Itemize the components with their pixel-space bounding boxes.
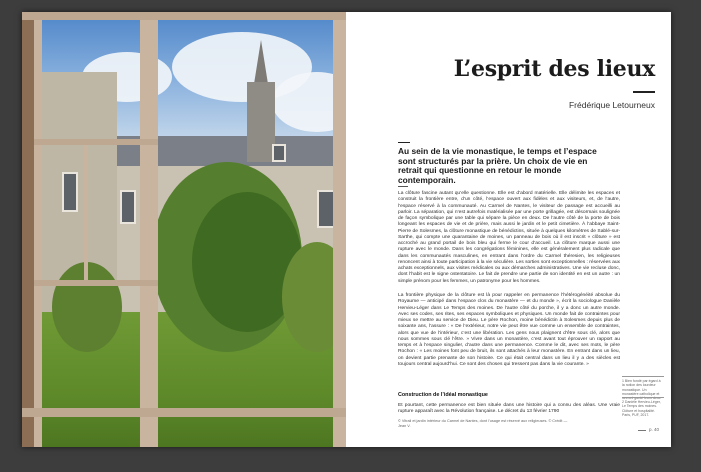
body-rule bbox=[398, 186, 408, 187]
photo-bell-tower-spire bbox=[254, 40, 268, 84]
photo-caption: © Vitrail et jardin intérieur du Carmel de Nantes, dont l’usage est réservé aux religieuses. © Crédit — Jean V. bbox=[398, 419, 568, 428]
window-frame-edge bbox=[22, 12, 34, 447]
photo-building-window bbox=[62, 172, 78, 212]
article-lead: Au sein de la vie monastique, le temps et l’espace sont structurés par la prière. Un choix de vie en retrait qui questionne en retour le monde contemporain. bbox=[398, 146, 597, 185]
window-glazing-bar bbox=[84, 145, 88, 280]
lead-rule bbox=[398, 142, 410, 143]
window-mullion bbox=[333, 12, 346, 447]
sidenote: 2 Danièle Hervieu-Léger, Le Temps des moines. Clôture et hospitalité. Paris, PUF, 2017. bbox=[622, 397, 664, 417]
photo-building-window bbox=[272, 144, 286, 162]
body-paragraph: Et pourtant, cette permanence est bien située dans une histoire qui a connu des aléas. Une vraie rupture apparaît avec la Révolution française. Le décret du 13 février 1790 bbox=[398, 403, 620, 415]
window-transom bbox=[34, 280, 158, 286]
window-mullion bbox=[140, 12, 158, 447]
window-transom bbox=[22, 12, 346, 20]
window-mullion bbox=[34, 12, 42, 447]
sidenote: 1 Bien fondé par égard à la notion des lourdeur monastique. Un monastère catholique et ses ont gardé leurs deux. bbox=[622, 376, 664, 400]
photo-bell-tower bbox=[247, 82, 275, 162]
article-title: L’esprit des lieux bbox=[453, 56, 655, 82]
monastery-window-photo bbox=[22, 12, 346, 447]
photo-building-window bbox=[120, 190, 136, 224]
title-rule bbox=[633, 91, 655, 93]
page-number bbox=[638, 427, 659, 432]
body-paragraph: La clôture fascine autant qu’elle questionne. Elle est d’abord matérielle. Elle délimite les espaces et construit la frontière entre, d’un côté, l’espace ouvert aux fidèles et aux visiteurs, et, de l’autre, l’espace réservé à la communauté. Au Carmel de Nantes, le visiteur de passage est accueilli au parloir. La séparation, qui n’est autrefois matérialisée par une porte grillagée, est désormais soulignée de façon symbolique par une table qui sépare la pièce en deux. De l’autre côté de la porte de bois longeant les espaces de vie et de prière, mais aussi le jardin et le petit cimetière. À l’abbaye Saint-Pierre de Solesmes, la clôture monastique de bénédictins, située à quelques kilomètres de Sablé-sur-Sarthe, qui compte une quarantaine de moines, un panneau de bois où il est inscrit « clôture » est accroché au grand portail de bois bleu qui ferme le cour d’accueil. La clôture marque aussi une rupture avec le monde. Dans les congrégations féminines, elle est généralement plus radicale que dans les communautés masculines, en entrant dans l’ordre du Carmel théresien, les religieuses renoncent ainsi à toute participation à la vie séculière. Les sorties sont exceptionnelles : réservées aux achats exceptionnels, aux visites médicales ou aux démarches administratives. Une vie recluse donc, dont l’habit est le signe ostentatoire. Le fait de prendre une partie de son identité en est un autre : un simple prénom pour les femmes, un patronyme pour les hommes. bbox=[398, 191, 620, 284]
window-transom bbox=[34, 139, 158, 145]
page-number-text: p. 40 bbox=[648, 427, 659, 432]
body-paragraph: La frontière physique de la clôture est là pour rappeler en permanence l’hétérogénéité absolue du Royaume — anticipé dans l’espace clos du monastère — et du monde », écrit la sociologue Danièle Hervieu-Léger dans Le Temps des moines. De l’autre côté du porche, il y a donc un autre monde. Avec ses codes, ses rites, ses espaces symboliques et physiques. Un monde fait de contraintes pour mieux se mettre au service de Dieu. Le père Rochon, moine bénédictin à Solesmes depuis plus de soixante ans, l’assure : « De l’extérieur, notre vie peut être vue comme un ensemble de contraintes, alors que vue de l’intérieur, c’est une libération. Les gens nous plaignent d’être sous clé, alors que nous sommes sous clé l’être. » Vivre dans un monastère, c’est avant tout éprouver un rapport au temps et à l’espace singulier, d’autre dans une permanence. Comme le dit, avec ses mots, le père Rochon : « Les moines font peu de bruit, ils sont attachés à leur monastère. En entrant dans un lieu, on devient partie prenante de son histoire. Ce qui était central dans un lieu il y a des siècles est toujours central aujourd’hui. Ce sont des choses qui tressent pas dans la vie courante. » bbox=[398, 293, 620, 367]
article-author: Frédérique Letourneux bbox=[568, 100, 655, 110]
magazine-spread bbox=[22, 12, 671, 447]
article-page bbox=[346, 12, 671, 447]
section-subheading: Construction de l’idéal monastique bbox=[398, 392, 488, 398]
window-sill bbox=[22, 408, 346, 417]
